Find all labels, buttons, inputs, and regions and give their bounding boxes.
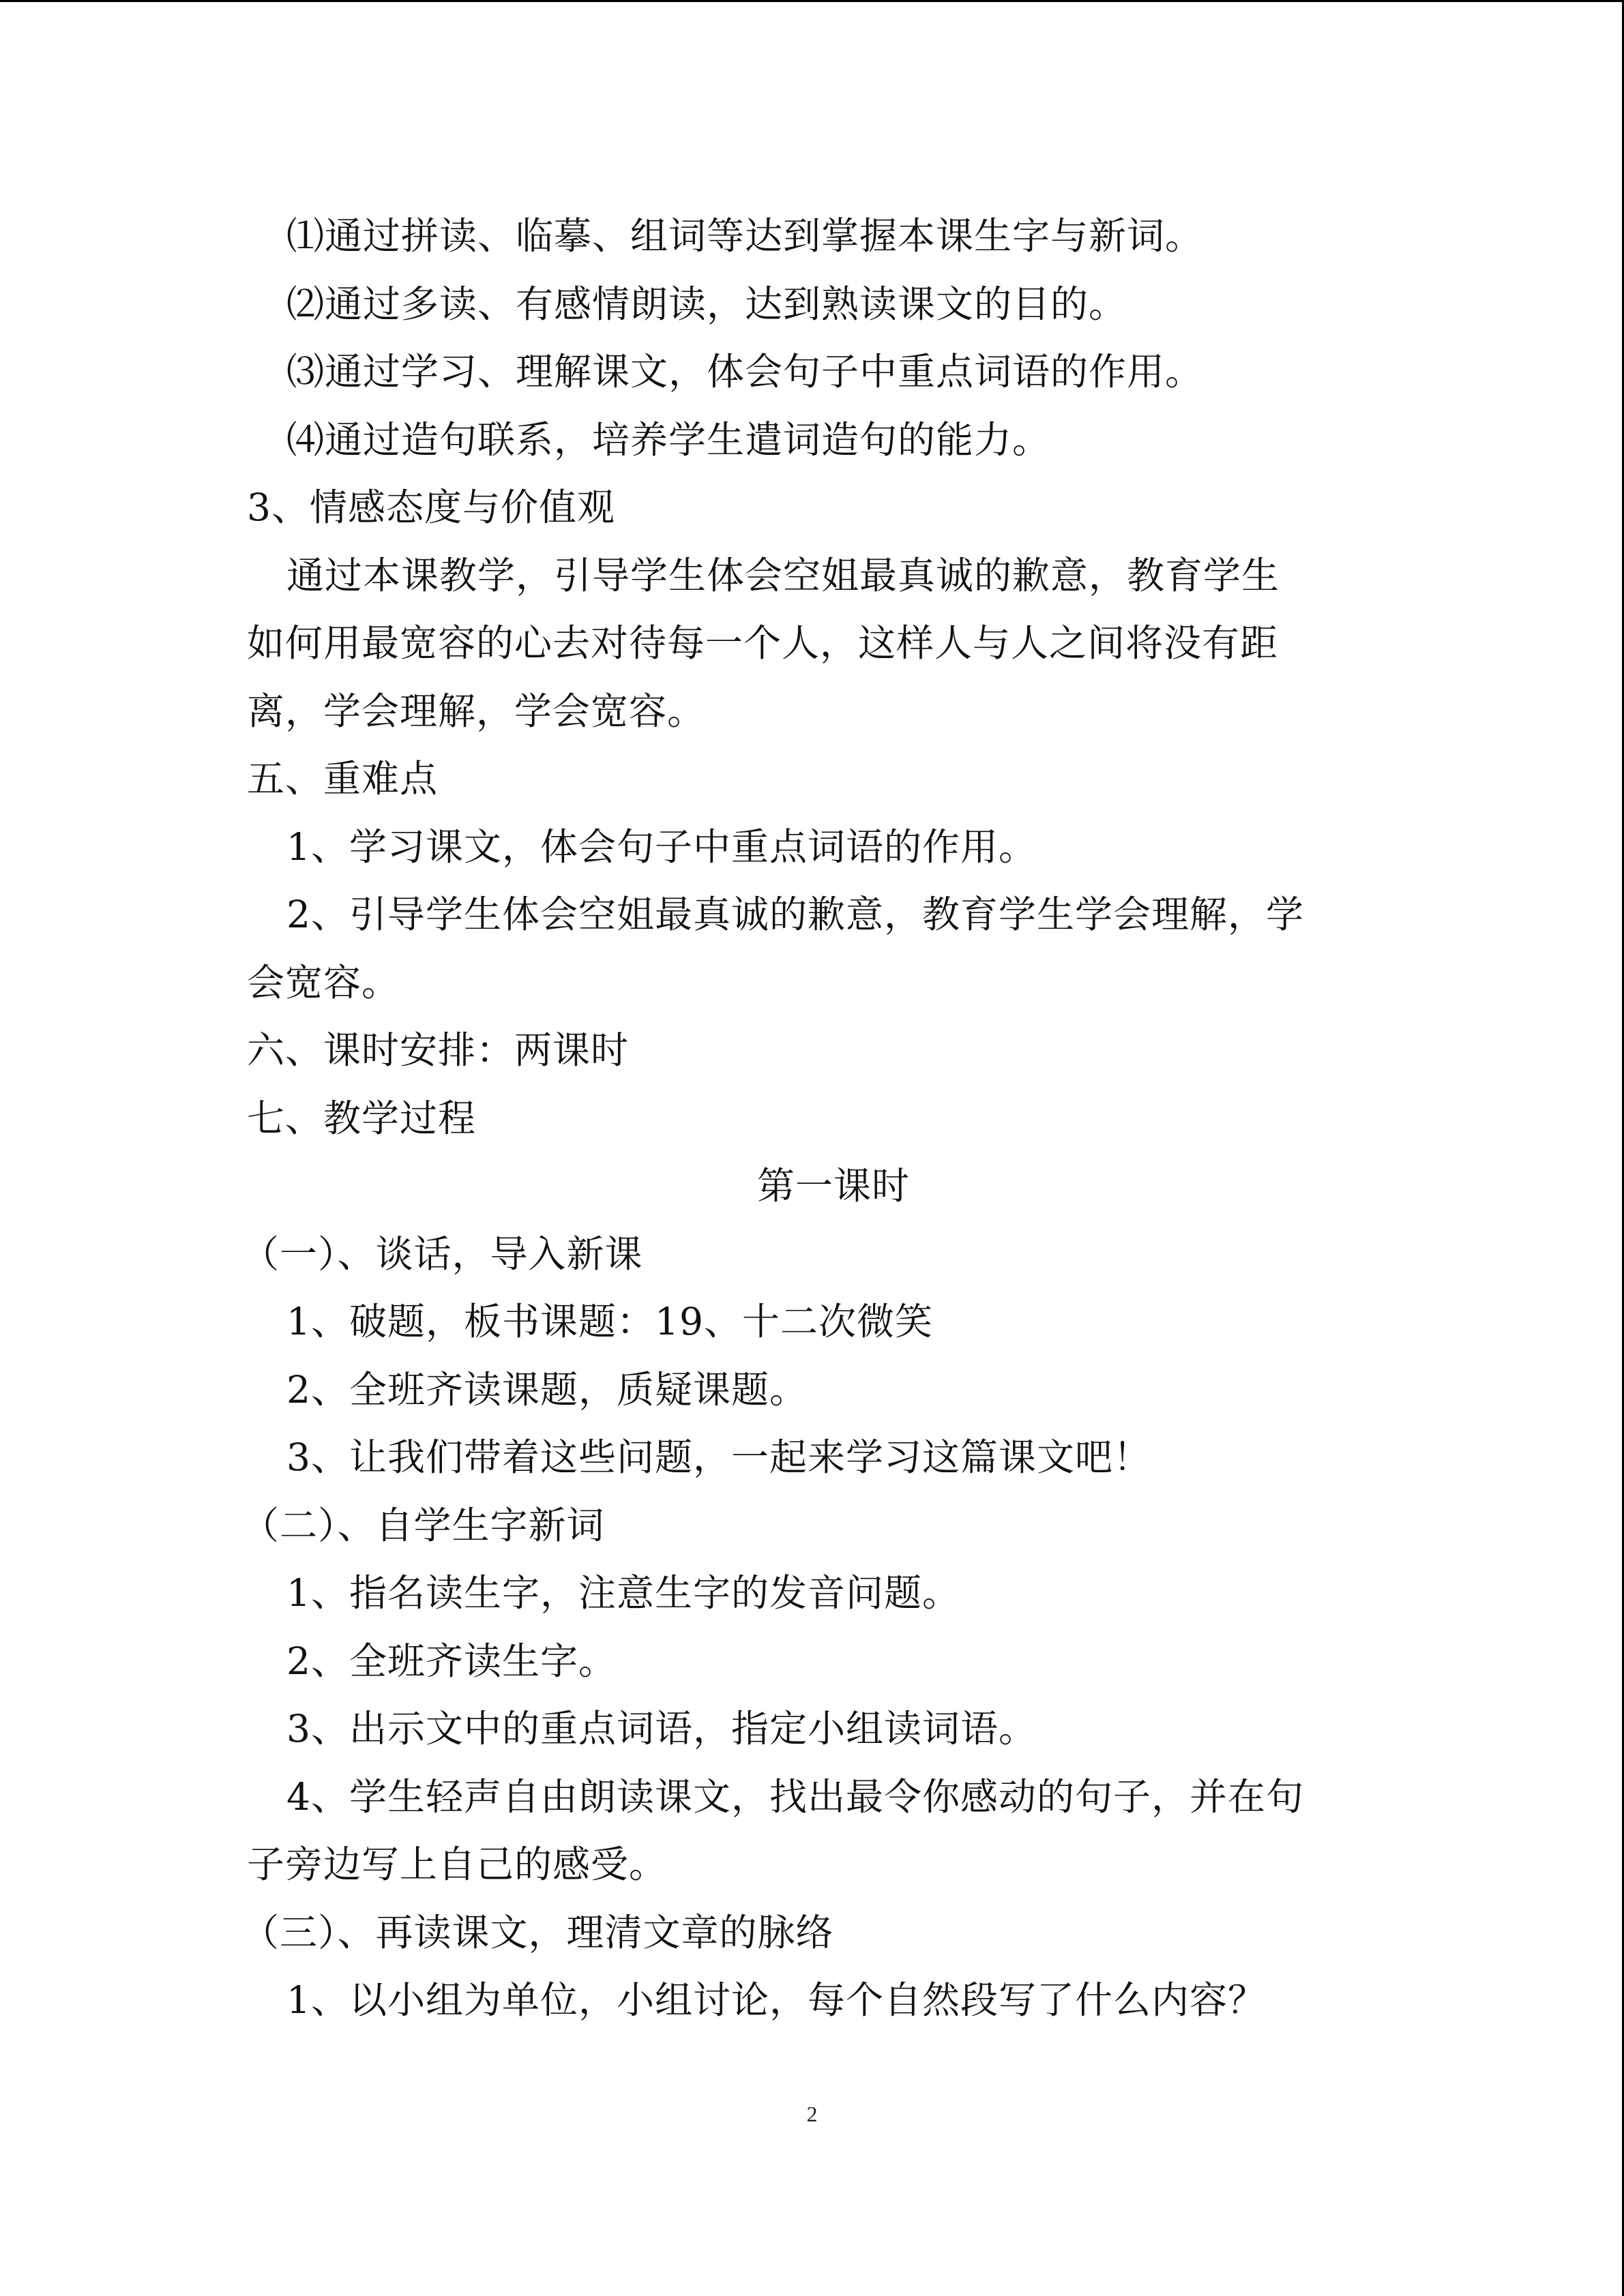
list-item: 1、指名读生字，注意生字的发音问题。 <box>286 1571 960 1615</box>
page-number: 2 <box>806 2102 818 2126</box>
list-item: 1、破题，板书课题：19、十二次微笑 <box>286 1300 933 1343</box>
paragraph-line: 会宽容。 <box>247 960 400 1004</box>
objective-4: ⑷通过造句联系，培养学生遣词造句的能力。 <box>286 417 1051 462</box>
document-body <box>241 203 1379 2035</box>
list-item: 1、以小组为单位，小组讨论，每个自然段写了什么内容？ <box>286 1978 1266 2022</box>
paragraph-line: 通过本课教学，引导学生体会空姐最真诚的歉意，教育学生 <box>286 553 1280 597</box>
subsection-heading: （三）、再读课文，理清文章的脉络 <box>241 1910 834 1954</box>
objective-2: ⑵通过多读、有感情朗读，达到熟读课文的目的。 <box>286 282 1127 326</box>
objective-3: ⑶通过学习、理解课文，体会句子中重点词语的作用。 <box>286 350 1204 393</box>
list-item: 2、全班齐读课题，质疑课题。 <box>286 1367 808 1412</box>
lesson-title: 第一课时 <box>756 1164 910 1208</box>
section-heading-schedule: 六、课时安排：两课时 <box>247 1028 630 1072</box>
subsection-heading: （一）、谈话，导入新课 <box>241 1232 643 1276</box>
paragraph-line: 如何用最宽容的心去对待每一个人，这样人与人之间将没有距 <box>247 621 1279 665</box>
subsection-heading: （二）、自学生字新词 <box>241 1503 605 1547</box>
list-item: 3、让我们带着这些问题，一起来学习这篇课文吧！ <box>286 1435 1151 1479</box>
paragraph-line: 离，学会理解，学会宽容。 <box>247 689 706 733</box>
section-heading-process: 七、教学过程 <box>247 1096 477 1140</box>
list-item: 1、学习课文，体会句子中重点词语的作用。 <box>286 824 1037 869</box>
list-item: 3、出示文中的重点词语，指定小组读词语。 <box>286 1707 1037 1750</box>
top-border <box>0 0 1624 2</box>
section-heading-emotion: 3、情感态度与价值观 <box>247 486 615 529</box>
list-item: 2、引导学生体会空姐最真诚的歉意，教育学生学会理解，学 <box>286 893 1304 936</box>
list-item: 2、全班齐读生字。 <box>286 1639 617 1683</box>
section-heading-key-points: 五、重难点 <box>247 757 439 801</box>
list-item: 4、学生轻声自由朗读课文，找出最令你感动的句子，并在句 <box>286 1774 1304 1819</box>
paragraph-line: 子旁边写上自己的感受。 <box>247 1843 668 1886</box>
objective-1: ⑴通过拼读、临摹、组词等达到掌握本课生字与新词。 <box>286 214 1204 258</box>
